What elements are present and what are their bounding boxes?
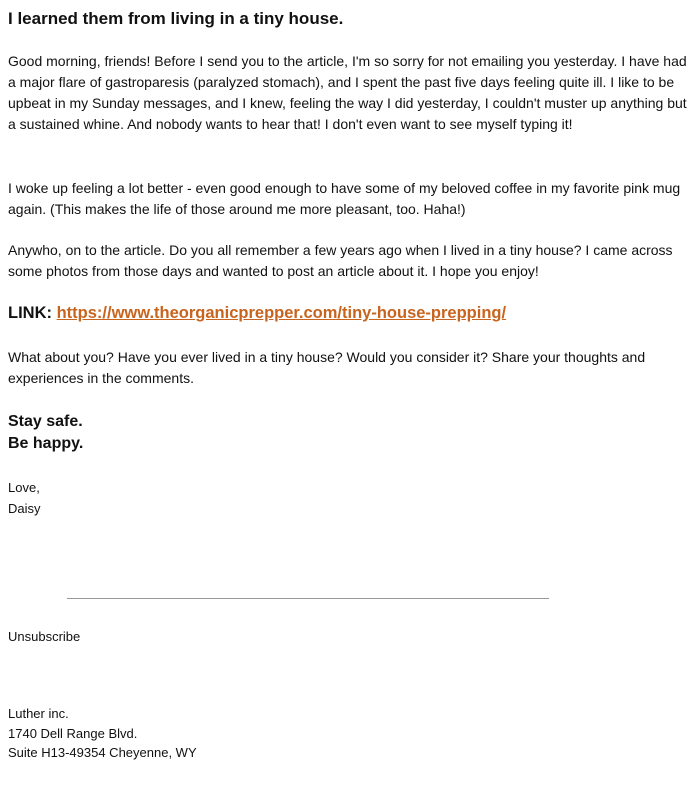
paragraph-article: Anywho, on to the article. Do you all remember a few years ago when I lived in a tiny house? I came across some photos from those days and wanted to post an article about it. I hope you enjoy! xyxy=(8,242,673,279)
footer-address xyxy=(8,704,197,763)
paragraph-question: What about you? Have you ever lived in a tiny house? Would you consider it? Share your thoughts and experiences in the comments. xyxy=(8,349,646,386)
email-heading: I learned them from living in a tiny house. xyxy=(8,9,344,28)
article-link-line xyxy=(8,304,506,323)
address-suite-city: Suite H13-49354 Cheyenne, WY xyxy=(8,745,197,760)
closing xyxy=(8,477,41,519)
footer-divider xyxy=(67,598,549,599)
signoff xyxy=(8,411,83,455)
signoff-line-1: Stay safe. xyxy=(8,413,83,430)
closing-name: Daisy xyxy=(8,501,41,516)
paragraph-intro: Good morning, friends! Before I send you to the article, I'm so sorry for not emailing you yesterday. I have had a major flare of gastroparesis (paralyzed stomach), and I spent the past five days feeling quite ill. I like to be upbeat in my Sunday messages, and I knew, feeling the way I did yesterday, I couldn't muster up anything but a sustained whine. And nobody wants to hear that! I don't even want to see myself typing it! xyxy=(8,53,687,132)
address-street: 1740 Dell Range Blvd. xyxy=(8,725,138,741)
closing-love: Love, xyxy=(8,480,40,495)
unsubscribe-link[interactable]: Unsubscribe xyxy=(8,629,81,644)
paragraph-coffee: I woke up feeling a lot better - even good enough to have some of my beloved coffee in my favorite pink mug again. (This makes the life of those around me more pleasant, too. Haha!) xyxy=(8,180,681,217)
address-company: Luther inc. xyxy=(8,706,69,721)
link-label: LINK: xyxy=(8,304,52,322)
article-link[interactable]: https://www.theorganicprepper.com/tiny-house-prepping/ xyxy=(56,304,507,322)
signoff-line-2: Be happy. xyxy=(8,435,84,452)
